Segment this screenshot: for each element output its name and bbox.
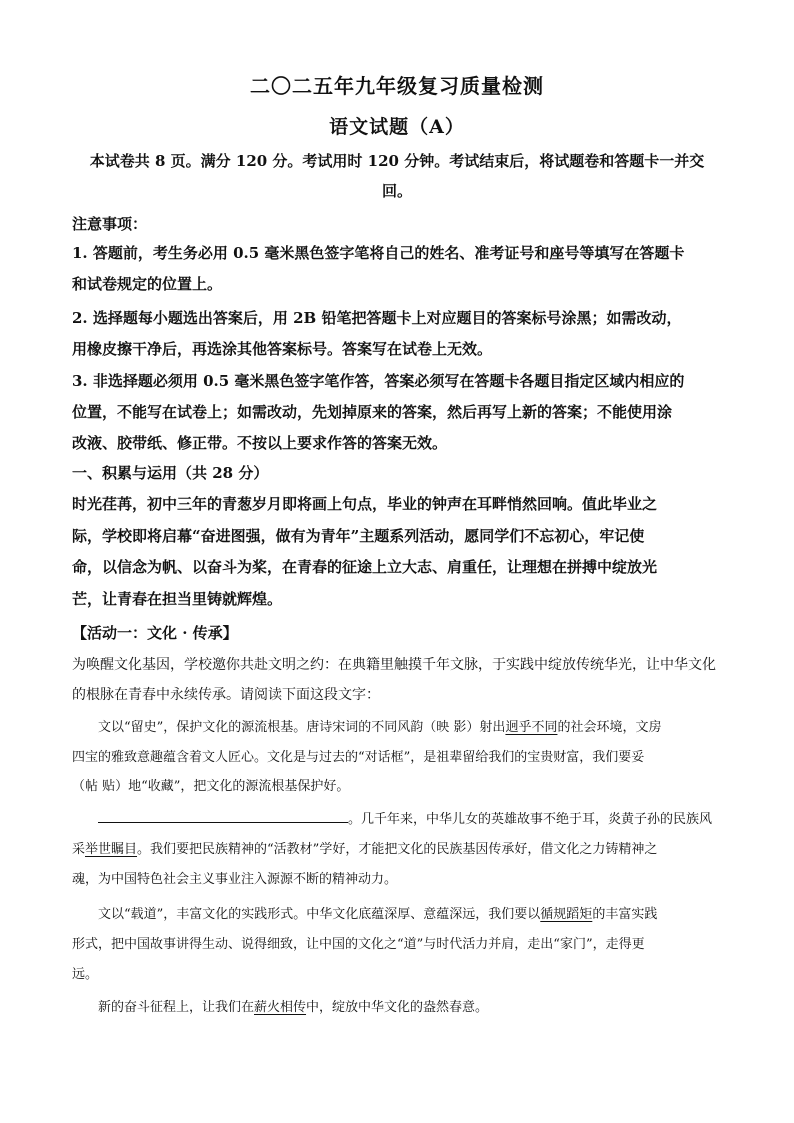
notice-line: 1. 答题前，考生务必用 0.5 毫米黑色签字笔将自己的姓名、准考证号和座号等填写在答题卡: [72, 244, 685, 262]
passage-line: 文以“载道”，丰富文化的实践形式。中华文化底蕴深厚、意蕴深远，我们要以循规蹈矩的丰富实践: [98, 907, 658, 922]
underlined-phrase: 迥乎不同: [505, 720, 558, 735]
underlined-phrase: 举世瞩目: [85, 842, 138, 857]
activity-intro-line: 为唤醒文化基因，学校邀你共赴文明之约：在典籍里触摸千年文脉，于实践中绽放传统华光，让中华文化: [72, 657, 716, 673]
notice-line: 3. 非选择题必须用 0.5 毫米黑色签字笔作答，答案必须写在答题卡各题目指定区域内相应的: [72, 372, 685, 390]
passage-line: 远。: [72, 967, 99, 982]
underlined-phrase: 薪火相传: [254, 1000, 307, 1015]
intro-line-1: 本试卷共 8 页。满分 120 分。考试用时 120 分钟。考试结束后，将试题卷和答题卡一并交: [89, 152, 705, 170]
section-intro-line: 命，以信念为帆、以奋斗为桨，在青春的征途上立大志、肩重任，让理想在拼搏中绽放光: [72, 558, 658, 576]
underlined-phrase: 循规蹈矩: [540, 907, 593, 922]
notice-line: 和试卷规定的位置上。: [72, 275, 223, 293]
notice-line: 位置，不能写在试卷上；如需改动，先划掉原来的答案，然后再写上新的答案；不能使用涂: [72, 403, 673, 421]
passage-line: 新的奋斗征程上，让我们在薪火相传中，绽放中华文化的盎然春意。: [98, 1000, 489, 1015]
section-intro-line: 际，学校即将启幕“奋进图强，做有为青年”主题系列活动，愿同学们不忘初心，牢记使: [72, 527, 645, 545]
passage-line: 文以“留史”，保护文化的源流根基。唐诗宋词的不同风韵（映 影）射出迥乎不同的社会环境，文房: [98, 720, 662, 735]
passage-line: 形式，把中国故事讲得生动、说得细致，让中国的文化之“道”与时代活力并肩，走出“家门”，走得更: [72, 937, 645, 952]
section-heading: 一、积累与运用（共 28 分）: [72, 464, 269, 482]
activity-intro-line: 的根脉在青春中永续传承。请阅读下面这段文字：: [72, 687, 380, 703]
section-intro-line: 时光荏苒，初中三年的青葱岁月即将画上句点，毕业的钟声在耳畔悄然回响。值此毕业之: [72, 495, 658, 513]
notice-heading: 注意事项：: [72, 215, 148, 233]
activity-heading: 【活动一：文化 · 传承】: [72, 624, 238, 642]
exam-title: 二〇二五年九年级复习质量检测: [250, 74, 544, 98]
passage-line: 四宝的雅致意趣蕴含着文人匠心。文化是与过去的“对话框”，是祖辈留给我们的宝贵财富，我们要妥: [72, 750, 645, 765]
notice-line: 2. 选择题每小题选出答案后，用 2B 铅笔把答题卡上对应题目的答案标号涂黑；如需改动，: [72, 309, 682, 327]
passage-line: 魂，为中国特色社会主义事业注入源源不断的精神动力。: [72, 872, 398, 887]
notice-line: 改液、胶带纸、修正带。不按以上要求作答的答案无效。: [72, 434, 448, 452]
exam-subtitle: 语文试题（A）: [329, 116, 465, 138]
passage-line: 采举世瞩目。我们要把民族精神的“活教材”学好，才能把文化的民族基因传承好，借文化之力铸精神之: [72, 842, 658, 857]
intro-line-2: 回。: [381, 182, 412, 200]
passage-line: 。几千年来，中华儿女的英雄故事不绝于耳，炎黄子孙的民族风: [98, 808, 748, 827]
fill-in-blank: [98, 808, 348, 823]
section-intro-line: 芒，让青春在担当里铸就辉煌。: [72, 590, 283, 608]
passage-line: （帖 贴）地“收藏”，把文化的源流根基保护好。: [72, 779, 350, 794]
notice-line: 用橡皮擦干净后，再选涂其他答案标号。答案写在试卷上无效。: [72, 340, 493, 358]
